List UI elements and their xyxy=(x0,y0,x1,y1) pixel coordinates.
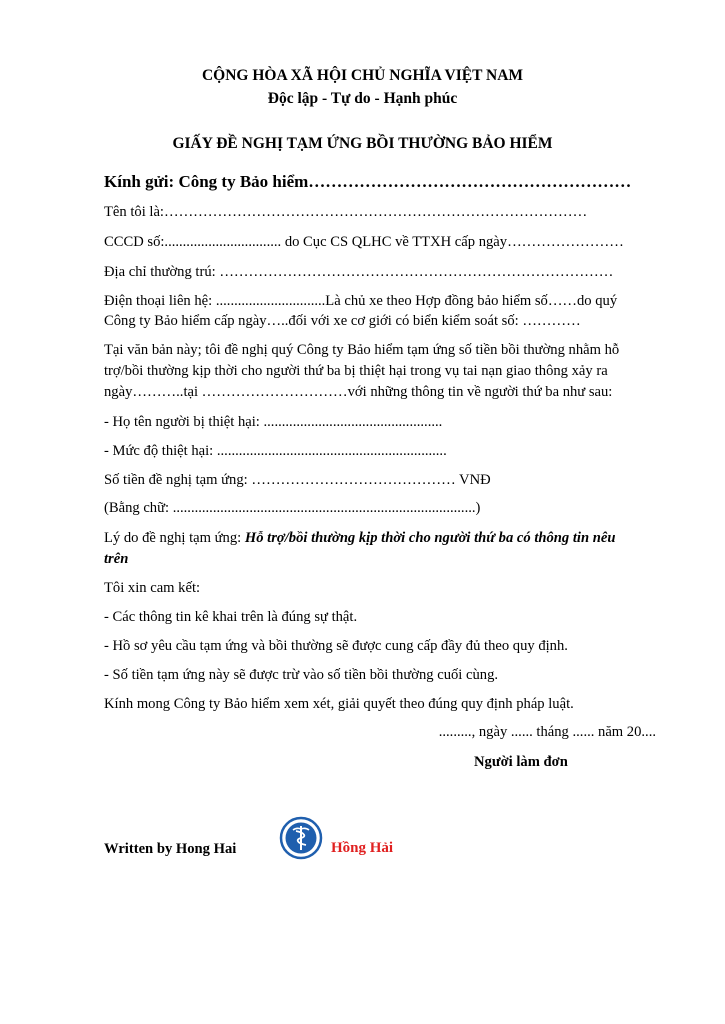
closing-statement: Kính mong Công ty Bảo hiểm xem xét, giải quyết theo đúng quy định pháp luật. xyxy=(104,696,574,712)
reason-text: Hỗ trợ/bồi thường kịp thời cho người thứ ba có thông tin nêu xyxy=(244,530,616,546)
victim-name-field: - Họ tên người bị thiệt hại: ................................................. xyxy=(104,414,443,430)
damage-field: - Mức độ thiệt hại: ............................................................... xyxy=(104,443,447,459)
name-field: Tên tôi là:…………………………………………………………………………… xyxy=(104,204,588,220)
reason-line-2: trên xyxy=(104,551,129,567)
country-heading: CỘNG HÒA XÃ HỘI CHỦ NGHĨA VIỆT NAM xyxy=(201,67,524,84)
id-field: CCCD số:................................ do Cục CS QLHC về TTXH cấp ngày…………………… xyxy=(104,234,624,250)
request-line-2: trợ/bồi thường kịp thời cho người thứ ba bị thiệt hại trong vụ tai nạn giao thông xảy ra xyxy=(104,363,608,379)
commitment-item: - Các thông tin kê khai trên là đúng sự thật. xyxy=(104,609,358,625)
reason-label: Lý do đề nghị tạm ứng: xyxy=(104,530,245,546)
date-line: ........., ngày ...... tháng ...... năm 20.... xyxy=(438,724,656,740)
caduceus-logo-icon xyxy=(279,816,323,860)
recipient: Kính gửi: Công ty Bảo hiểm………………………………………………… xyxy=(104,172,632,191)
author-credit: Written by Hong Hai xyxy=(104,841,237,857)
motto: Độc lập - Tự do - Hạnh phúc xyxy=(267,90,458,107)
request-line-3: ngày………..tại …………………………với những thông tin về người thứ ba như sau: xyxy=(104,384,613,400)
amount-words-field: (Bằng chữ: ...................................................................................) xyxy=(104,500,481,516)
amount-field: Số tiền đề nghị tạm ứng: …………………………………… VNĐ xyxy=(104,472,491,488)
document-title: GIẤY ĐỀ NGHỊ TẠM ỨNG BỒI THƯỜNG BẢO HIỂM xyxy=(172,135,553,152)
commitment-item: - Hồ sơ yêu cầu tạm ứng và bồi thường sẽ được cung cấp đầy đủ theo quy định. xyxy=(104,638,568,654)
phone-line-2: Công ty Bảo hiểm cấp ngày…..đối với xe cơ giới có biển kiểm soát số: ………… xyxy=(104,313,581,329)
signer-label: Người làm đơn xyxy=(474,754,568,770)
reason-line-1 xyxy=(104,530,615,547)
brand-name: Hồng Hải xyxy=(331,840,394,856)
address-field: Địa chỉ thường trú: ……………………………………………………………………… xyxy=(104,264,614,280)
commitment-item: - Số tiền tạm ứng này sẽ được trừ vào số tiền bồi thường cuối cùng. xyxy=(104,667,499,683)
request-line-1: Tại văn bản này; tôi đề nghị quý Công ty Bảo hiểm tạm ứng số tiền bồi thường nhằm hỗ xyxy=(104,342,620,358)
phone-line-1: Điện thoại liên hệ: ..............................Là chủ xe theo Hợp đồng bảo hiểm số……do quý xyxy=(104,293,618,309)
commitment-heading: Tôi xin cam kết: xyxy=(104,580,201,596)
